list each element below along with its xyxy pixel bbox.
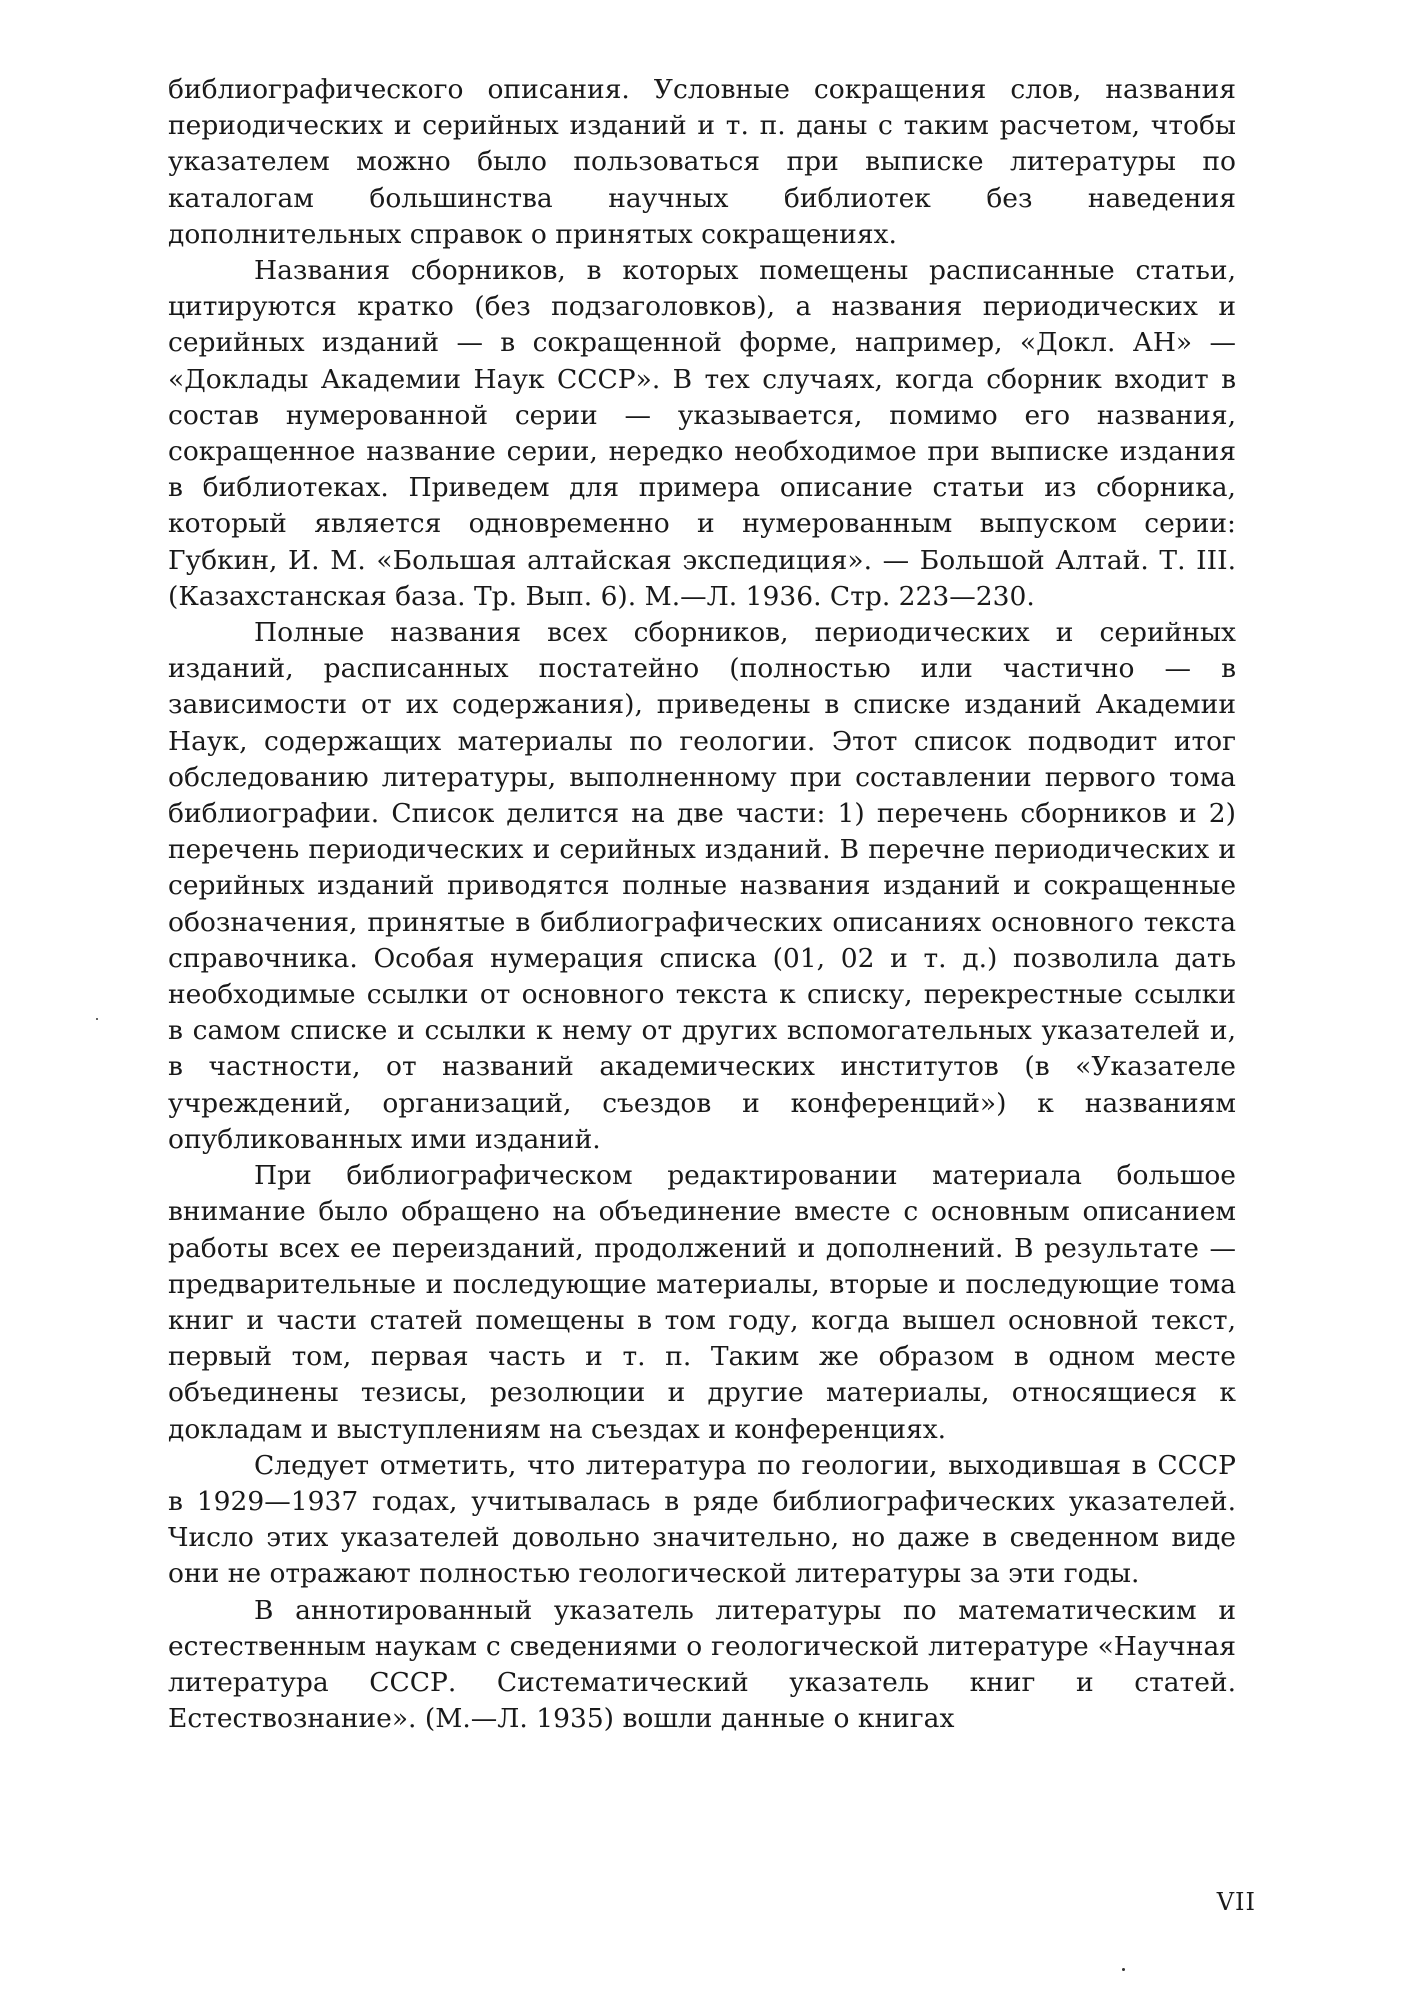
- page-number: VII: [1216, 1888, 1256, 1916]
- page-body: [168, 72, 1236, 1737]
- paragraph-collection-titles: Названия сборников, в которых помещены расписанные статьи, цитируются кратко (без подзаголовков), а названия периодических и серийных изданий — в сокращенной форме, например, «Докл. АН» — «Доклады Академии Наук СССР». В тех случаях, когда сборник входит в состав нумерованной серии — указывается, помимо его названия, сокращенное название серии, нередко необходимое при выписке издания в библиотеках. Приведем для примера описание статьи из сборника, который является одновременно и нумерованным выпуском серии: Губкин, И. М. «Большая алтайская экспедиция». — Большой Алтай. Т. III. (Казахстанская база. Тр. Вып. 6). М.—Л. 1936. Стр. 223—230.: [168, 255, 1236, 612]
- print-speck: [96, 1018, 98, 1020]
- print-speck: [1122, 1968, 1125, 1971]
- paragraph-literature-note: Следует отметить, что литература по геологии, выходившая в СССР в 1929—1937 годах, учитывалась в ряде библиографических указателей. Число этих указателей довольно значительно, но даже в сведенном виде они не отражают полностью геологической литературы за эти годы.: [168, 1449, 1236, 1590]
- paragraph-bibliographic-editing: При библиографическом редактировании материала большое внимание было обращено на объединение вместе с основным описанием работы всех ее переизданий, продолжений и дополнений. В результате — предварительные и последующие материалы, вторые и последующие тома книг и части статей помещены в том году, когда вышел основной текст, первый том, первая часть и т. п. Таким же образом в одном месте объединены тезисы, резолюции и другие материалы, относящиеся к докладам и выступлениям на съездах и конференциях.: [168, 1160, 1236, 1445]
- paragraph-bibliographic-description: библиографического описания. Условные сокращения слов, названия периодических и серийных изданий и т. п. даны с таким расчетом, чтобы указателем можно было пользоваться при выписке литературы по каталогам большинства научных библиотек без наведения дополнительных справок о принятых сокращениях.: [168, 74, 1236, 250]
- paragraph-full-titles-list: Полные названия всех сборников, периодических и серийных изданий, расписанных постатейно (полностью или частично — в зависимости от их содержания), приведены в списке изданий Академии Наук, содержащих материалы по геологии. Этот список подводит итог обследованию литературы, выполненному при составлении первого тома библиографии. Список делится на две части: 1) перечень сборников и 2) перечень периодических и серийных изданий. В перечне периодических и серийных изданий приводятся полные названия изданий и сокращенные обозначения, принятые в библиографических описаниях основного текста справочника. Особая нумерация списка (01, 02 и т. д.) позволила дать необходимые ссылки от основного текста к списку, перекрестные ссылки в самом списке и ссылки к нему от других вспомогательных указателей и, в частности, от названий академических институтов (в «Указателе учреждений, организаций, съездов и конференций») к названиям опубликованных ими изданий.: [168, 617, 1236, 1155]
- paragraph-annotated-index: В аннотированный указатель литературы по математическим и естественным наукам с сведениями о геологической литературе «Научная литература СССР. Систематический указатель книг и статей. Естествознание». (М.—Л. 1935) вошли данные о книгах: [168, 1594, 1236, 1735]
